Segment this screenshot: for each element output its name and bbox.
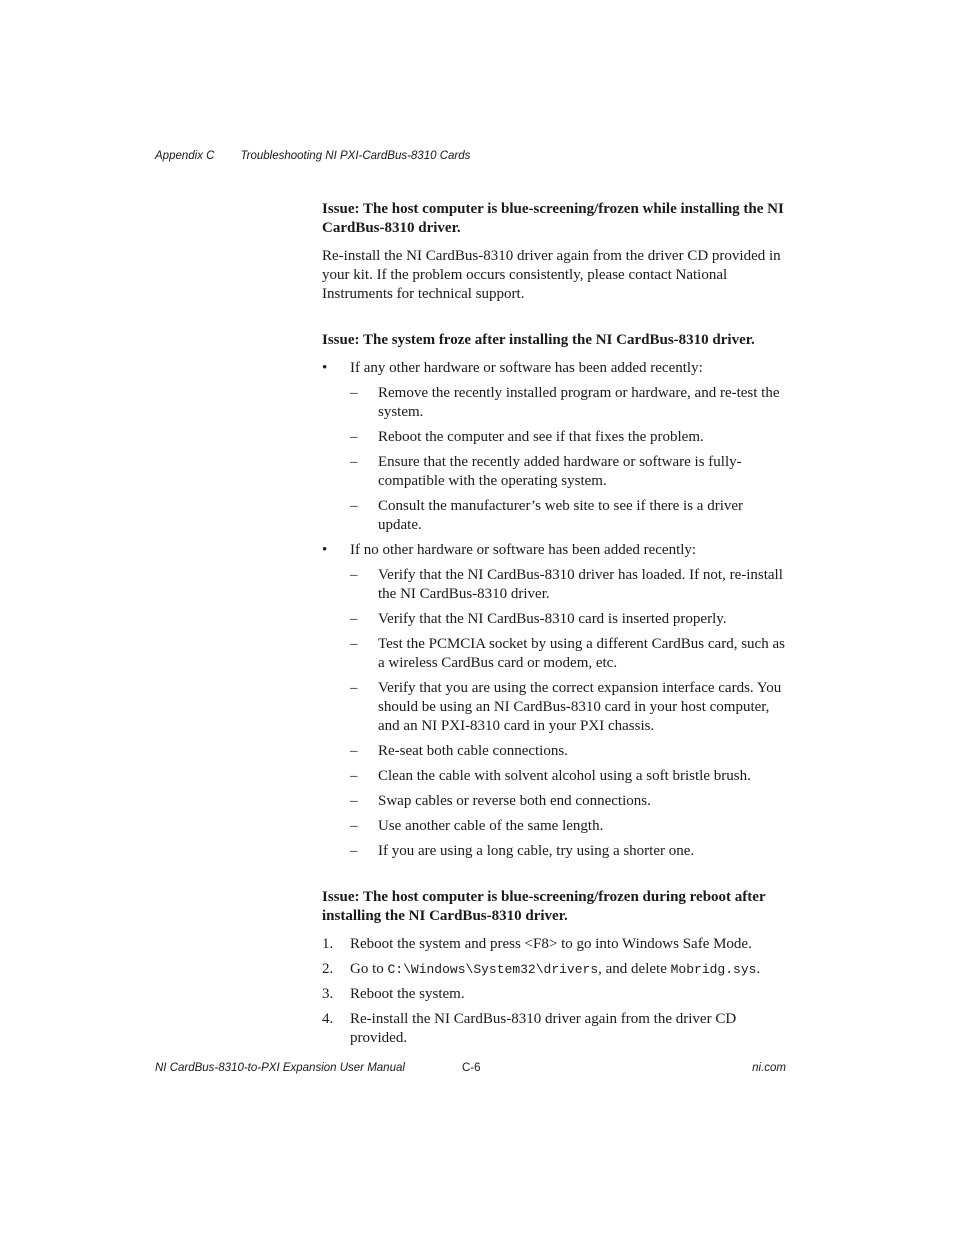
sub-text: Swap cables or reverse both end connections. bbox=[378, 793, 651, 809]
bullet-mark: • bbox=[322, 542, 328, 558]
header-appendix: Appendix C bbox=[155, 150, 215, 162]
sub-text: If you are using a long cable, try using a shorter one. bbox=[378, 843, 695, 859]
running-header bbox=[155, 150, 470, 162]
dash-mark: – bbox=[350, 498, 358, 514]
dash-mark: – bbox=[350, 611, 358, 627]
footer-website: ni.com bbox=[752, 1062, 786, 1074]
step-number: 3. bbox=[322, 986, 334, 1002]
issue-heading-2: Issue: The system froze after installing the NI CardBus-8310 driver. bbox=[322, 332, 755, 348]
header-chapter: Troubleshooting NI PXI-CardBus-8310 Cards bbox=[240, 150, 471, 162]
sub-item bbox=[322, 817, 786, 836]
step-number: 1. bbox=[322, 936, 334, 952]
issue-heading-3: Issue: The host computer is blue-screening/frozen during reboot after installing the NI CardBus-8310 driver. bbox=[322, 889, 766, 924]
sub-text: Test the PCMCIA socket by using a different CardBus card, such as a wireless CardBus card or modem, etc. bbox=[378, 636, 785, 671]
sub-text: Remove the recently installed program or hardware, and re-test the system. bbox=[378, 385, 780, 420]
footer-manual-title: NI CardBus-8310-to-PXI Expansion User Manual bbox=[155, 1062, 405, 1074]
sub-item bbox=[322, 679, 786, 736]
sub-item bbox=[322, 610, 786, 629]
bullet-text: If no other hardware or software has been added recently: bbox=[350, 542, 697, 558]
dash-mark: – bbox=[350, 793, 358, 809]
sub-text: Verify that the NI CardBus-8310 card is inserted properly. bbox=[378, 611, 727, 627]
sub-item bbox=[322, 453, 786, 491]
dash-mark: – bbox=[350, 567, 358, 583]
step-text: Reboot the system. bbox=[350, 986, 465, 1002]
sub-text: Clean the cable with solvent alcohol using a soft bristle brush. bbox=[378, 768, 751, 784]
sub-item bbox=[322, 384, 786, 422]
step-item bbox=[322, 935, 786, 954]
step-number: 2. bbox=[322, 961, 334, 977]
sub-item bbox=[322, 767, 786, 786]
dash-mark: – bbox=[350, 636, 358, 652]
drivers-path: C:\Windows\System32\drivers bbox=[387, 962, 599, 977]
sub-text: Use another cable of the same length. bbox=[378, 818, 604, 834]
sub-text: Re-seat both cable connections. bbox=[378, 743, 568, 759]
sub-item bbox=[322, 842, 786, 861]
dash-mark: – bbox=[350, 743, 358, 759]
step-item bbox=[322, 1010, 786, 1048]
bullet-item bbox=[322, 359, 786, 378]
sub-text: Reboot the computer and see if that fixes the problem. bbox=[378, 429, 704, 445]
sub-item bbox=[322, 497, 786, 535]
step-text: Re-install the NI CardBus-8310 driver again from the driver CD provided. bbox=[350, 1011, 737, 1046]
sub-text: Ensure that the recently added hardware or software is fully-compatible with the operating system. bbox=[378, 454, 742, 489]
dash-mark: – bbox=[350, 818, 358, 834]
step-text: Go to bbox=[350, 961, 388, 977]
sub-item bbox=[322, 428, 786, 447]
sub-text: Consult the manufacturer’s web site to see if there is a driver update. bbox=[378, 498, 744, 533]
step-item bbox=[322, 960, 786, 979]
bullet-text: If any other hardware or software has been added recently: bbox=[350, 360, 703, 376]
sub-item bbox=[322, 566, 786, 604]
bullet-item bbox=[322, 541, 786, 560]
sub-item bbox=[322, 792, 786, 811]
sub-text: Verify that you are using the correct expansion interface cards. You should be using an NI CardBus-8310 card in your host computer, and an NI PXI-8310 card in your PXI chassis. bbox=[378, 680, 782, 734]
dash-mark: – bbox=[350, 429, 358, 445]
bullet-mark: • bbox=[322, 360, 328, 376]
dash-mark: – bbox=[350, 385, 358, 401]
issue-heading-1: Issue: The host computer is blue-screening/frozen while installing the NI CardBus-8310 driver. bbox=[322, 201, 784, 236]
sub-item bbox=[322, 635, 786, 673]
dash-mark: – bbox=[350, 843, 358, 859]
dash-mark: – bbox=[350, 768, 358, 784]
step-text: . bbox=[756, 961, 761, 977]
step-text: , and delete bbox=[598, 961, 671, 977]
dash-mark: – bbox=[350, 680, 358, 696]
sub-item bbox=[322, 742, 786, 761]
step-number: 4. bbox=[322, 1011, 334, 1027]
footer-page-number: C-6 bbox=[462, 1062, 481, 1074]
issue-paragraph-1: Re-install the NI CardBus-8310 driver again from the driver CD provided in your kit. If the problem occurs consistently, please contact National Instruments for technical support. bbox=[322, 248, 781, 302]
step-item bbox=[322, 985, 786, 1004]
dash-mark: – bbox=[350, 454, 358, 470]
step-text: Reboot the system and press <F8> to go into Windows Safe Mode. bbox=[350, 936, 752, 952]
page-body bbox=[322, 200, 786, 1054]
sub-text: Verify that the NI CardBus-8310 driver has loaded. If not, re-install the NI CardBus-8310 driver. bbox=[378, 567, 783, 602]
driver-filename: Mobridg.sys bbox=[670, 962, 757, 977]
